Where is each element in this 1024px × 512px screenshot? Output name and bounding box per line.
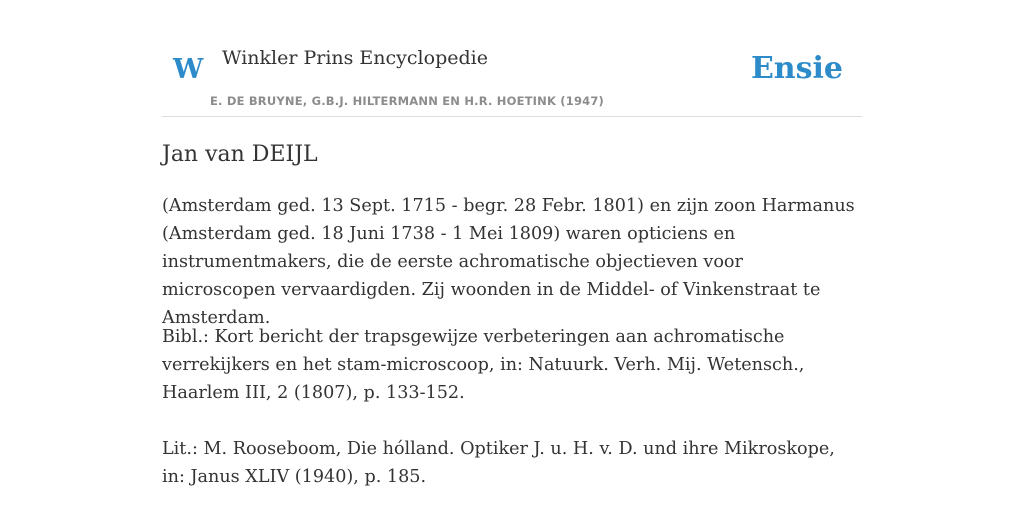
entry-paragraph-bibliography: Bibl.: Kort bericht der trapsgewijze verbeteringen aan achromatische verrekijkers en het stam-microscoop, in: Natuurk. Verh. Mij. Wetensch., Haarlem III, 2 (1807), p. 133-152. bbox=[162, 327, 805, 403]
entry-paragraph-description: (Amsterdam ged. 13 Sept. 1715 - begr. 28 Febr. 1801) en zijn zoon Harmanus (Amsterdam ged. 18 Juni 1738 - 1 Mei 1809) waren opticiens en instrumentmakers, die de eerste achromatische objectieven voor microscopen vervaardigden. Zij woonden in de Middel- of Vinkenstraat te Amsterdam. bbox=[162, 196, 855, 328]
publication-logo[interactable]: W bbox=[173, 54, 204, 85]
publication-authors: E. DE BRUYNE, G.B.J. HILTERMANN EN H.R. HOETINK (1947) bbox=[210, 94, 605, 108]
publication-title[interactable]: Winkler Prins Encyclopedie bbox=[222, 47, 488, 69]
article-card bbox=[162, 0, 862, 512]
publication-header bbox=[162, 0, 862, 117]
entry-title: Jan van DEIJL bbox=[162, 142, 318, 167]
entry-paragraph-literature: Lit.: M. Rooseboom, Die hólland. Optiker J. u. H. v. D. und ihre Mikroskope, in: Janus XLIV (1940), p. 185. bbox=[162, 439, 835, 487]
ensie-brand-logo[interactable]: Ensie bbox=[750, 51, 843, 86]
